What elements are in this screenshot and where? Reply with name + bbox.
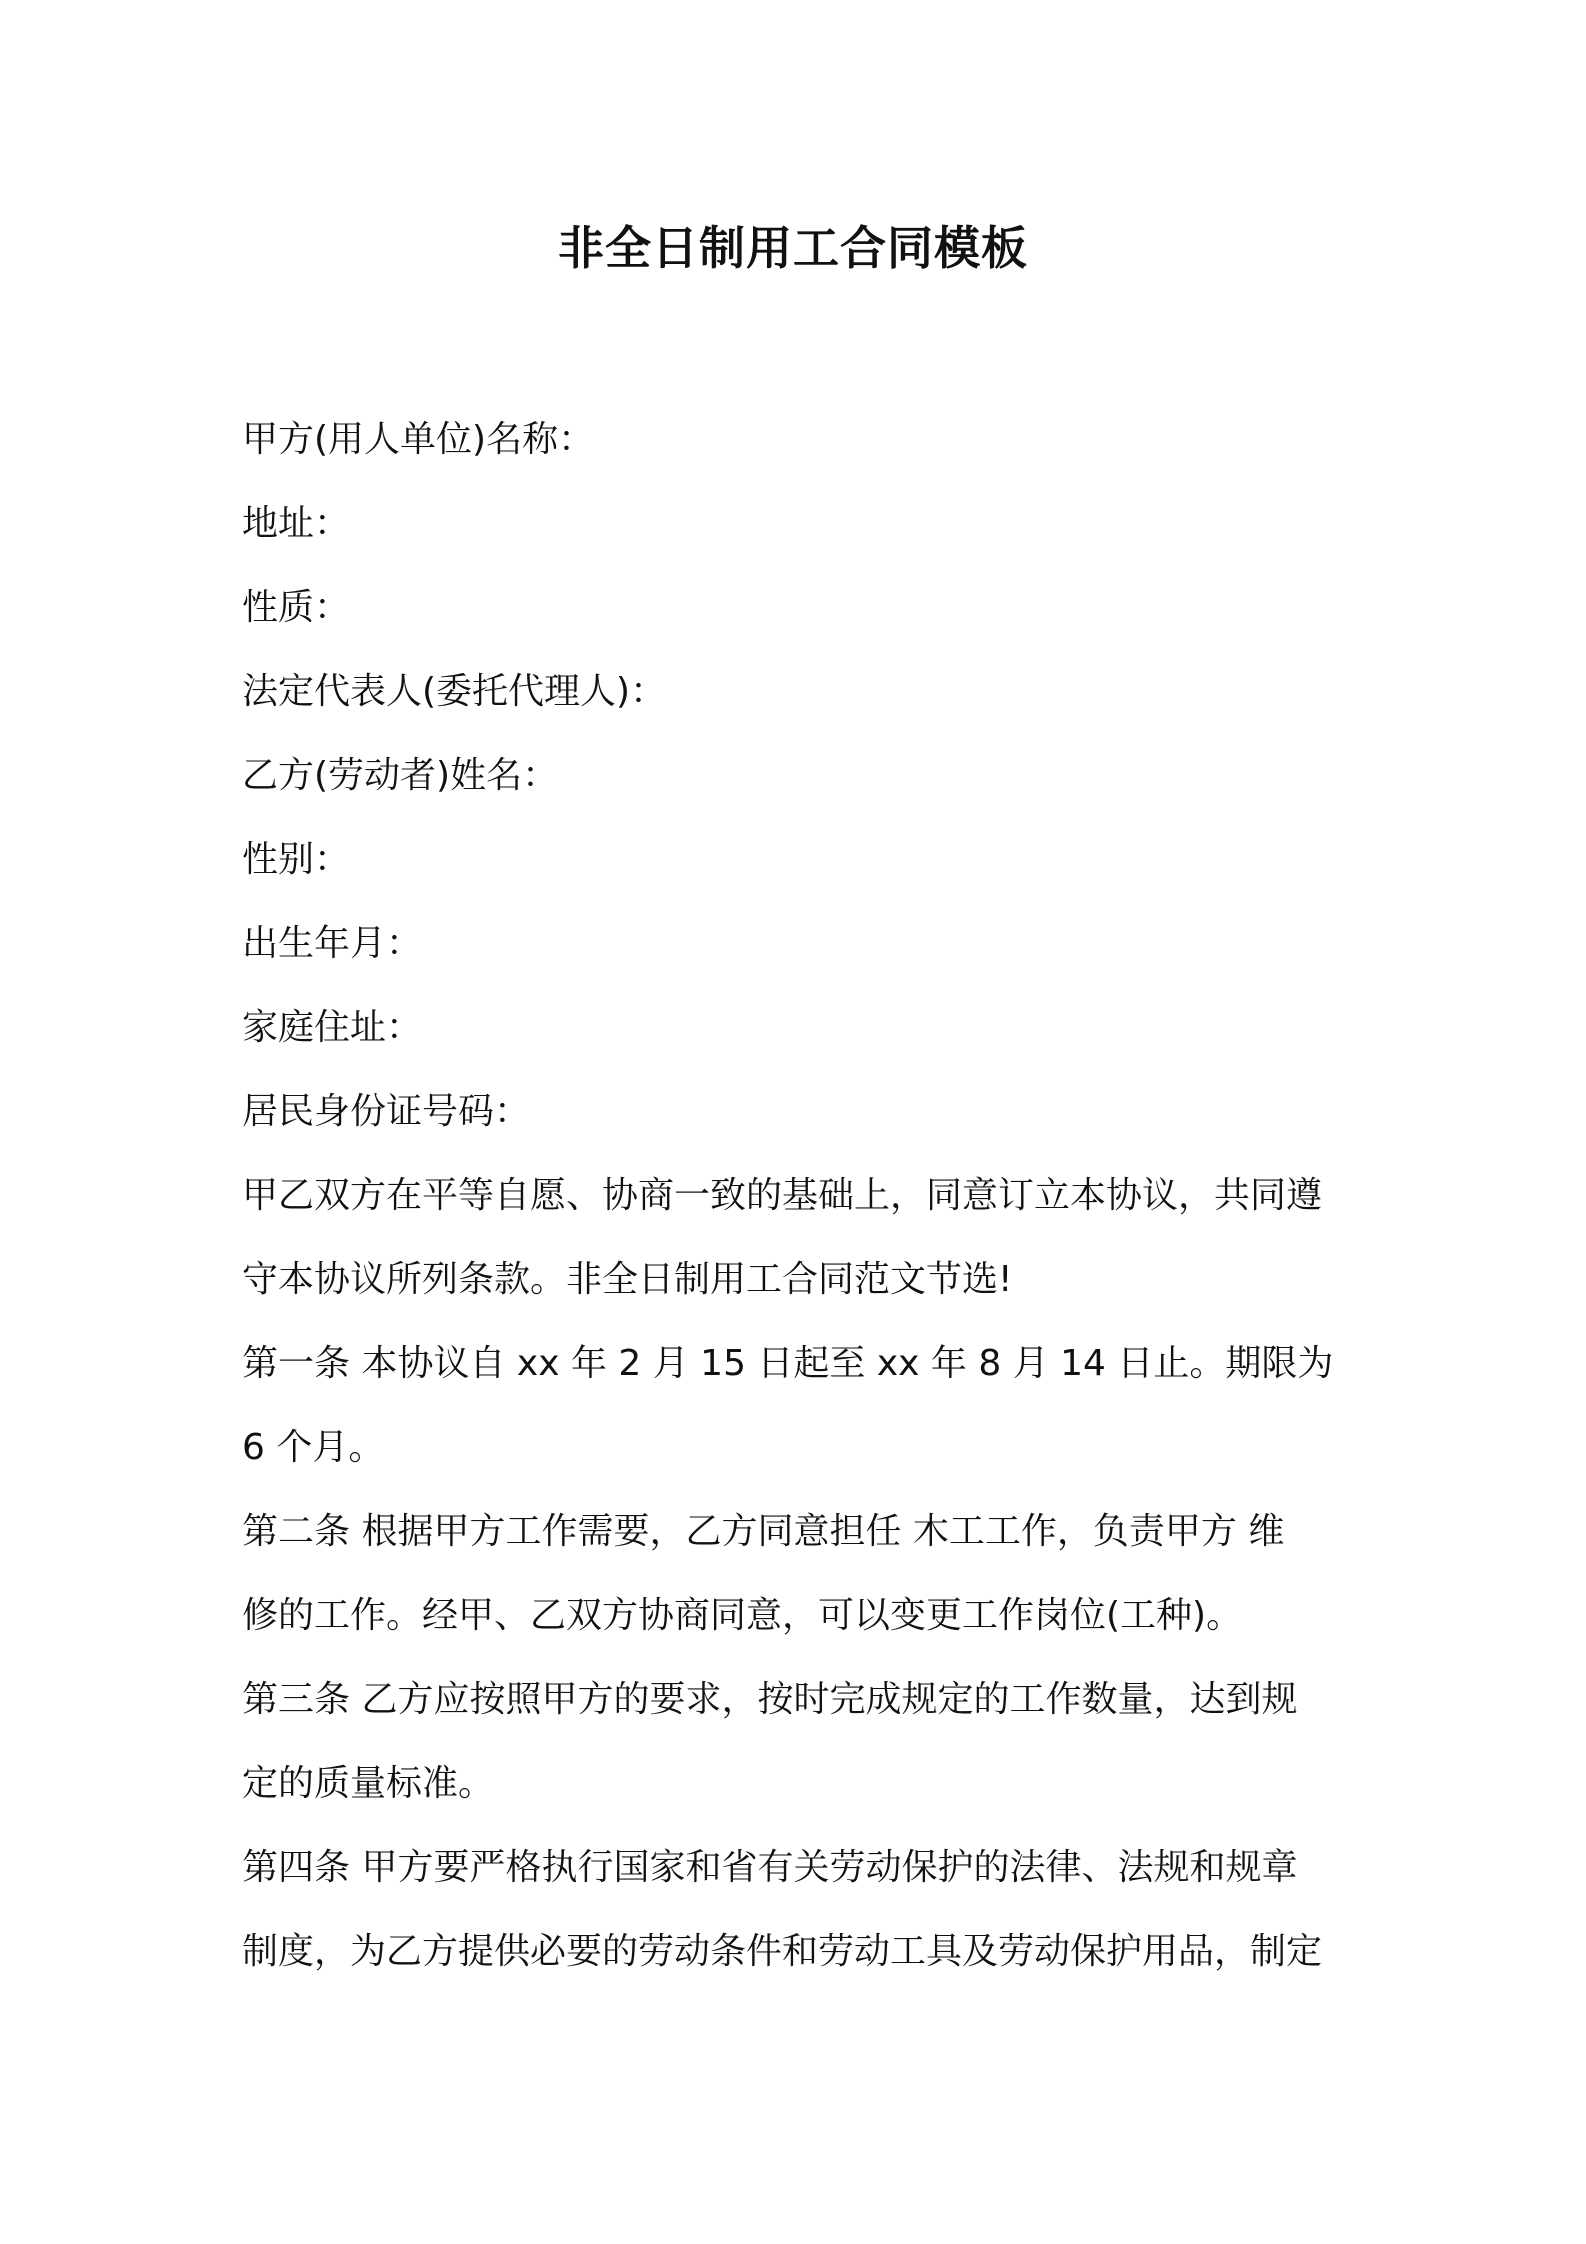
agreement-intro-line-2: 守本协议所列条款。非全日制用工合同范文节选! bbox=[242, 1259, 1013, 1300]
nature-line: 性质： bbox=[242, 587, 351, 628]
party-b-name-line: 乙方(劳动者)姓名： bbox=[242, 755, 559, 796]
agreement-intro-line-1: 甲乙双方在平等自愿、协商一致的基础上，同意订立本协议，共同遵 bbox=[242, 1175, 1323, 1216]
id-number-line: 居民身份证号码： bbox=[242, 1091, 531, 1132]
address-line: 地址： bbox=[242, 503, 351, 544]
article-2-line-2: 修的工作。经甲、乙双方协商同意，可以变更工作岗位(工种)。 bbox=[242, 1595, 1243, 1636]
article-4-line-1: 第四条 甲方要严格执行国家和省有关劳动保护的法律、法规和规章 bbox=[242, 1847, 1298, 1888]
birth-date-line: 出生年月： bbox=[242, 923, 423, 964]
document-title: 非全日制用工合同模板 bbox=[558, 221, 1028, 275]
home-address-line: 家庭住址： bbox=[242, 1007, 423, 1048]
article-1-line-1: 第一条 本协议自 xx 年 2 月 15 日起至 xx 年 8 月 14 日止。期限为 bbox=[242, 1343, 1334, 1384]
article-2-line-1: 第二条 根据甲方工作需要，乙方同意担任 木工工作，负责甲方 维 bbox=[242, 1511, 1285, 1552]
gender-line: 性别： bbox=[242, 839, 351, 880]
article-1-line-2: 6 个月。 bbox=[242, 1427, 385, 1468]
party-a-name-line: 甲方(用人单位)名称： bbox=[242, 419, 595, 460]
document-body bbox=[242, 398, 1352, 1994]
article-4-line-2: 制度，为乙方提供必要的劳动条件和劳动工具及劳动保护用品，制定 bbox=[242, 1931, 1323, 1972]
legal-representative-line: 法定代表人(委托代理人)： bbox=[242, 671, 667, 712]
article-3-line-1: 第三条 乙方应按照甲方的要求，按时完成规定的工作数量，达到规 bbox=[242, 1679, 1298, 1720]
article-3-line-2: 定的质量标准。 bbox=[242, 1763, 495, 1804]
